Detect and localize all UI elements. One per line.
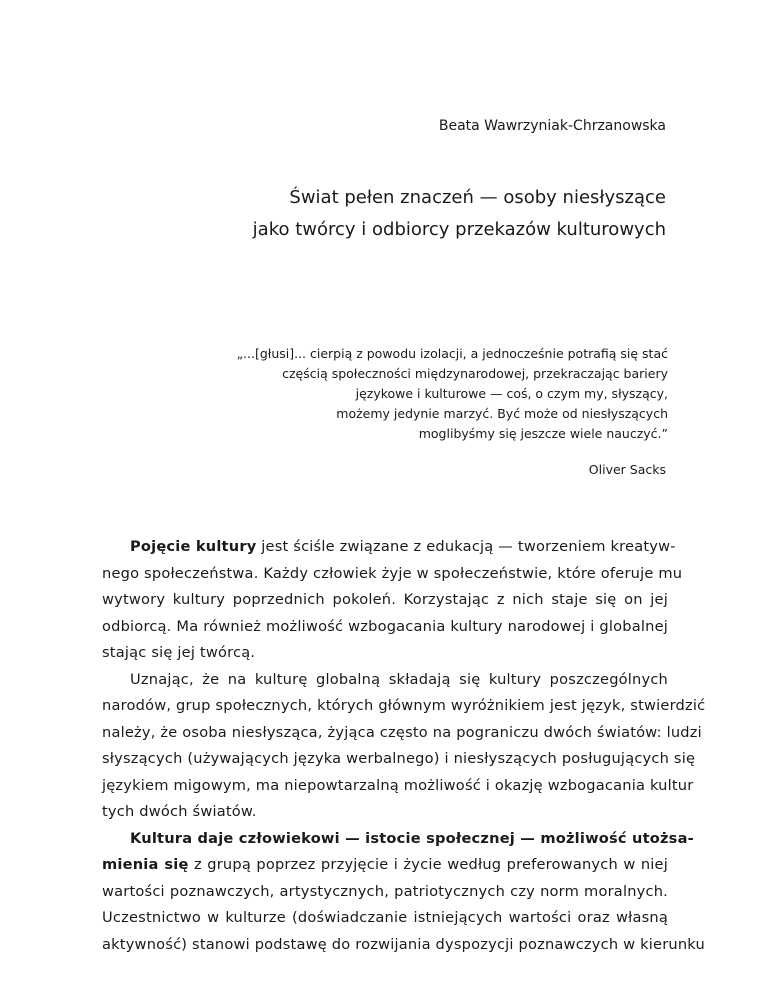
paragraph-2-line-2: narodów, grup społecznych, których głównym wyróżnikiem jest język, stwierdzić [102, 697, 706, 714]
motto-line-2: częścią społeczności międzynarodowej, przekraczając bariery [282, 366, 668, 381]
title-line-2: jako twórcy i odbiorcy przekazów kulturowych [252, 219, 666, 240]
article-title [253, 182, 666, 246]
motto-line-5: moglibyśmy się jeszcze wiele nauczyć.” [418, 426, 668, 441]
paragraph-2-line-3: należy, że osoba niesłysząca, żyjąca często na pograniczu dwóch światów: ludzi [102, 723, 702, 741]
paragraph-2-line-6: tych dwóch światów. [102, 803, 257, 820]
title-line-1: Świat pełen znaczeń — osoby niesłyszące [289, 187, 666, 208]
motto-line-1: „...[głusi]... cierpią z powodu izolacji, a jednocześnie potrafią się stać [236, 346, 668, 361]
motto-line-3: językowe i kulturowe — coś, o czym my, słyszący, [355, 386, 668, 401]
paragraph-2-line-4: słyszących (używających języka werbalnego) i niesłyszących posługujących się [102, 750, 696, 767]
motto-line-4: możemy jedynie marzyć. Być może od niesłyszących [336, 406, 668, 421]
paragraph-3-line-3: wartości poznawczych, artystycznych, patriotycznych czy norm moralnych. [102, 882, 668, 900]
author-name: Beata Wawrzyniak-Chrzanowska [438, 118, 666, 134]
paragraph-1-line-3: wytwory kultury poprzednich pokoleń. Korzystając z nich staje się on jej [102, 591, 668, 608]
body-text [102, 534, 706, 958]
paragraph-2-line-5: językiem migowym, ma niepowtarzalną możliwość i okazję wzbogacania kultur [102, 776, 694, 794]
motto-author: Oliver Sacks [588, 462, 666, 477]
paragraph-1-line-2: nego społeczeństwa. Każdy człowiek żyje w społeczeństwie, które oferuje mu [102, 564, 683, 582]
paragraph-3-line-1: Kultura daje człowiekowi — istocie społecznej — możliwość utożsa- [130, 829, 694, 847]
paragraph-3-line-2: mienia się z grupą poprzez przyjęcie i życie według preferowanych w niej [102, 856, 668, 873]
term-kultura: Pojęcie kultury [130, 538, 257, 555]
paragraph-1-line-1: Pojęcie kultury jest ściśle związane z edukacją — tworzeniem kreatyw- [130, 538, 676, 555]
motto-quote [237, 344, 668, 444]
paragraph-1-line-4: odbiorcą. Ma również możliwość wzbogacania kultury narodowej i globalnej [102, 617, 668, 635]
paragraph-1-line-5: stając się jej twórcą. [102, 644, 256, 661]
paragraph-2-line-1: Uznając, że na kulturę globalną składają się kultury poszczególnych [130, 670, 668, 688]
paragraph-3-line-4: Uczestnictwo w kulturze (doświadczanie istniejących wartości oraz własną [102, 909, 668, 926]
paragraph-3-line-5: aktywność) stanowi podstawę do rozwijania dyspozycji poznawczych w kierunku [102, 935, 705, 953]
